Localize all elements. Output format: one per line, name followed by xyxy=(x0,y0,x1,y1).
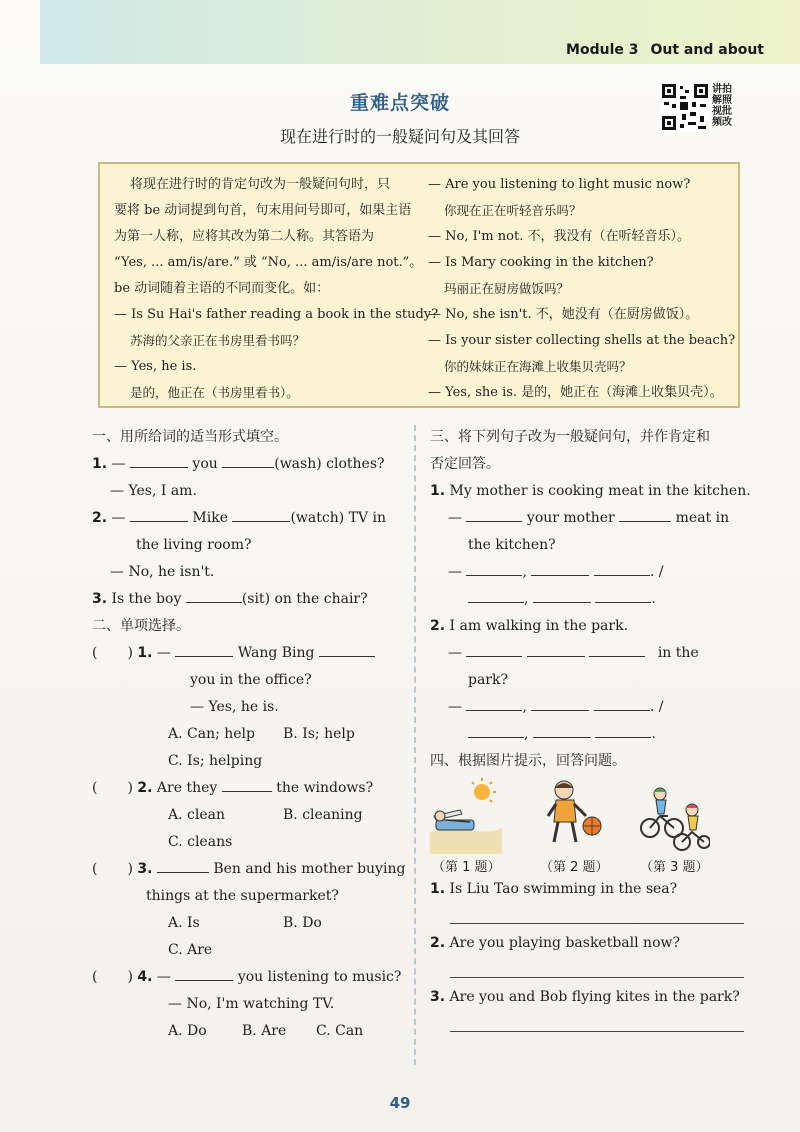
info-example-line: — Is your sister collecting shells at the beach? xyxy=(428,333,736,348)
part2-heading: 二、单项选择。 xyxy=(92,618,190,634)
option-a[interactable]: A. Is xyxy=(168,915,200,931)
part3-q1-answer-yes: — , . / xyxy=(430,559,742,586)
info-example-line: — No, I'm not. 不，我没有（在听轻音乐）。 xyxy=(428,229,690,244)
info-left-column xyxy=(114,172,439,406)
module-topic: Out and about xyxy=(650,42,764,58)
answer-blank[interactable] xyxy=(222,451,274,468)
info-text-line: 要将 be 动词提到句首，句末用问号即可，如果主语 xyxy=(114,203,412,218)
qr-code-icon[interactable] xyxy=(660,82,710,132)
answer-blank[interactable] xyxy=(531,559,589,576)
info-text-line: 为第一人称，应将其改为第二人称。其答语为 xyxy=(114,229,375,244)
answer-blank[interactable] xyxy=(527,640,585,657)
option-c[interactable]: C. cleans xyxy=(168,834,233,850)
part2-question-1: ( ) 1. — Wang Bing xyxy=(92,640,410,667)
answer-blank[interactable] xyxy=(531,694,589,711)
part2-q3-options-ab xyxy=(92,910,410,937)
answer-blank[interactable] xyxy=(466,559,522,576)
info-translation-line: 你现在正在听轻音乐吗？ xyxy=(444,203,582,218)
answer-blank[interactable] xyxy=(157,856,209,873)
answer-blank[interactable] xyxy=(595,586,651,603)
qr-caption: 讲拍 解照 视批 频改 xyxy=(712,84,732,128)
info-translation-line: 你的妹妹正在海滩上收集贝壳吗？ xyxy=(444,359,632,374)
module-tag xyxy=(566,42,764,58)
info-example-line: — No, she isn't. 不，她没有（在厨房做饭）。 xyxy=(428,307,699,322)
part1-question-2: 2. — Mike (watch) TV in xyxy=(92,505,410,532)
info-translation-line: 玛丽正在厨房做饭吗？ xyxy=(444,281,570,296)
picture-caption-1: （第 1 题） xyxy=(432,860,501,875)
part2-q2-options-ab xyxy=(92,802,410,829)
option-c[interactable]: C. Is; helping xyxy=(168,753,263,769)
part3-q1-rewrite: — your mother meat in xyxy=(430,505,742,532)
answer-blank[interactable] xyxy=(533,586,591,603)
answer-blank[interactable] xyxy=(595,721,651,738)
part3-q1-answer-no: , . xyxy=(430,586,742,613)
part1-question-1: 1. — you (wash) clothes? xyxy=(92,451,410,478)
info-right-column xyxy=(428,172,738,406)
cycling-children-picture xyxy=(638,776,710,854)
answer-blank[interactable] xyxy=(589,640,645,657)
part1-q2-continuation: the living room? xyxy=(136,537,252,553)
part2-question-2: ( ) 2. Are they the windows? xyxy=(92,775,410,802)
part4-question-1: 1. Is Liu Tao swimming in the sea? xyxy=(430,881,678,897)
answer-blank[interactable] xyxy=(468,721,524,738)
info-example-line: — Is Su Hai's father reading a book in the study? xyxy=(114,307,439,322)
answer-blank[interactable] xyxy=(533,721,591,738)
basketball-boy-picture xyxy=(540,776,612,854)
option-b[interactable]: B. Is; help xyxy=(283,726,355,742)
part1-reply-1: — Yes, I am. xyxy=(110,483,197,499)
answer-blank[interactable] xyxy=(466,640,522,657)
answer-blank[interactable] xyxy=(222,775,272,792)
part3-q2-answer-no: , . xyxy=(430,721,742,748)
part3-q2-answer-yes: — , . / xyxy=(430,694,742,721)
answer-blank[interactable] xyxy=(130,505,188,522)
info-text-line: “Yes, ... am/is/are.” 或 “No, ... am/is/are not.”。 xyxy=(114,255,423,270)
beach-sunbathing-picture xyxy=(430,776,502,854)
option-b[interactable]: B. Are xyxy=(242,1023,287,1039)
part3-heading: 三、将下列句子改为一般疑问句，并作肯定和 xyxy=(430,429,710,445)
answer-blank[interactable] xyxy=(175,640,233,657)
answer-blank[interactable] xyxy=(319,640,375,657)
part2-q4-reply: — No, I'm watching TV. xyxy=(168,996,335,1012)
option-c[interactable]: C. Are xyxy=(168,942,213,958)
part3-question-1: 1. My mother is cooking meat in the kitchen. xyxy=(430,483,751,499)
answer-blank[interactable] xyxy=(466,505,522,522)
info-translation-line: 是的，他正在（书房里看书）。 xyxy=(130,385,299,400)
part2-question-3: ( ) 3. Ben and his mother buying xyxy=(92,856,410,883)
part2-q3-continuation: things at the supermarket? xyxy=(146,888,339,904)
answer-line-2[interactable] xyxy=(450,977,744,978)
info-example-line: — Are you listening to light music now? xyxy=(428,177,691,192)
answer-blank[interactable] xyxy=(175,964,233,981)
part4-questions xyxy=(430,876,750,1011)
left-column xyxy=(92,424,410,1045)
part1-reply-2: — No, he isn't. xyxy=(110,564,215,580)
part2-question-4: ( ) 4. — you listening to music? xyxy=(92,964,410,991)
part4-question-2: 2. Are you playing basketball now? xyxy=(430,935,680,951)
part4-question-3: 3. Are you and Bob flying kites in the park? xyxy=(430,989,740,1005)
info-example-line: — Is Mary cooking in the kitchen? xyxy=(428,255,654,270)
answer-line-1[interactable] xyxy=(450,923,744,924)
answer-blank[interactable] xyxy=(466,694,522,711)
option-a[interactable]: A. Can; help xyxy=(168,726,255,742)
picture-caption-3: （第 3 题） xyxy=(640,860,709,875)
section-title: 重难点突破 xyxy=(349,92,450,114)
answer-blank[interactable] xyxy=(594,559,650,576)
answer-blank[interactable] xyxy=(130,451,188,468)
right-column xyxy=(430,424,751,775)
part2-q1-reply: — Yes, he is. xyxy=(190,699,279,715)
part3-question-2: 2. I am walking in the park. xyxy=(430,618,629,634)
module-label: Module 3 xyxy=(566,42,639,58)
part2-q1-options-ab xyxy=(92,721,410,748)
info-text-line: 将现在进行时的肯定句改为一般疑问句时，只 xyxy=(130,177,391,192)
part1-question-3: 3. Is the boy (sit) on the chair? xyxy=(92,586,410,613)
option-a[interactable]: A. Do xyxy=(168,1023,207,1039)
part2-q4-options xyxy=(92,1018,410,1045)
answer-blank[interactable] xyxy=(594,694,650,711)
section-subtitle: 现在进行时的一般疑问句及其回答 xyxy=(279,127,520,146)
option-b[interactable]: B. cleaning xyxy=(283,807,363,823)
part3-q2-rewrite: — in the xyxy=(430,640,742,667)
part3-heading-continued: 否定回答。 xyxy=(430,456,500,472)
part3-q2-continuation: park? xyxy=(468,672,508,688)
picture-caption-2: （第 2 题） xyxy=(540,860,609,875)
part1-heading: 一、用所给词的适当形式填空。 xyxy=(92,429,288,445)
info-text-line: be 动词随着主语的不同而变化。如： xyxy=(114,281,330,296)
grammar-info-box xyxy=(98,162,740,408)
part3-q1-continuation: the kitchen? xyxy=(468,537,556,553)
info-example-line: — Yes, she is. 是的，她正在（海滩上收集贝壳）。 xyxy=(428,385,723,400)
info-example-line: — Yes, he is. xyxy=(114,359,197,374)
answer-blank[interactable] xyxy=(232,505,290,522)
answer-line-3[interactable] xyxy=(450,1031,744,1032)
column-divider xyxy=(414,425,416,1065)
option-b[interactable]: B. Do xyxy=(283,915,322,931)
part2-q1-continuation: you in the office? xyxy=(190,672,312,688)
option-a[interactable]: A. clean xyxy=(168,807,225,823)
option-c[interactable]: C. Can xyxy=(316,1023,364,1039)
answer-blank[interactable] xyxy=(619,505,671,522)
page-number: 49 xyxy=(389,1094,411,1112)
answer-blank[interactable] xyxy=(186,586,242,603)
answer-blank[interactable] xyxy=(468,586,524,603)
part4-heading: 四、根据图片提示，回答问题。 xyxy=(430,753,626,769)
info-translation-line: 苏海的父亲正在书房里看书吗？ xyxy=(130,333,306,348)
